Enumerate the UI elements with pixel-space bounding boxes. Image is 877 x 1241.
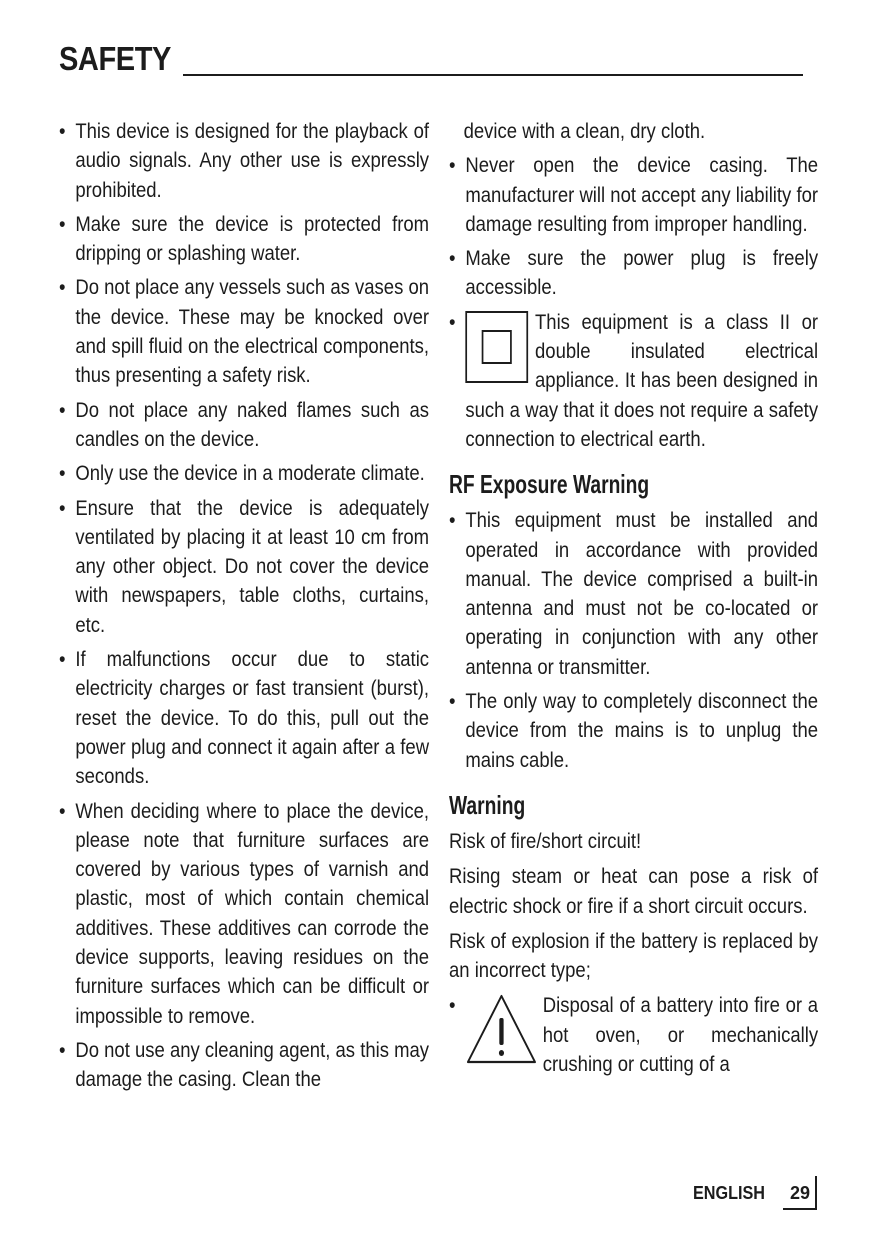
footer-language: ENGLISH: [693, 1182, 766, 1203]
double-square-icon: [465, 311, 528, 383]
page-title: SAFETY: [59, 40, 171, 77]
warning-triangle-icon: [465, 993, 537, 1065]
rf-list: [449, 506, 818, 775]
warning-paragraph: Risk of fire/short circuit!: [449, 828, 642, 853]
list-item: • Make sure the power plug is freely accessible.: [449, 244, 818, 303]
page-footer: [693, 1176, 810, 1210]
safety-list-continued: [449, 151, 818, 454]
warning-heading: Warning: [449, 789, 526, 820]
list-item: • Make sure the device is protected from dripping or splashing water.: [59, 210, 429, 269]
battery-list: [449, 991, 818, 1079]
rf-exposure-heading: RF Exposure Warning: [449, 469, 650, 500]
list-item: • Never open the device casing. The manufacturer will not accept any liability for damage resulting from improper handling.: [449, 151, 818, 239]
list-item: • If malfunctions occur due to static electricity charges or fast transient (burst), reset the device. To do this, pull out the power plug and connect it again after a few seconds.: [59, 645, 429, 791]
list-item: • Do not use any cleaning agent, as this may damage the casing. Clean the: [59, 1036, 429, 1095]
list-item: • This equipment must be installed and operated in accordance with provided manual. The device comprised a built-in antenna and must not be co-located or operating in conjunction with any other antenna or transmitter.: [449, 506, 818, 682]
battery-text: Disposal of a battery into fire or a hot oven, or mechanically crushing or cutting of a: [542, 993, 819, 1077]
list-item: • Do not place any naked flames such as candles on the device.: [59, 396, 429, 455]
page-number-frame: [783, 1176, 817, 1210]
list-item: • Do not place any vessels such as vases on the device. These may be knocked over and spill fluid on the electrical components, thus presenting a safety risk.: [59, 273, 429, 390]
title-rule: [183, 74, 803, 76]
safety-list: [59, 117, 429, 1095]
list-item: • The only way to completely disconnect the device from the mains is to unplug the mains cable.: [449, 687, 818, 775]
warning-paragraph: Risk of explosion if the battery is replaced by an incorrect type;: [449, 928, 819, 983]
warning-paragraph: Rising steam or heat can pose a risk of electric shock or fire if a short circuit occurs.: [449, 864, 819, 918]
page-number: 29: [790, 1182, 811, 1203]
continued-text: device with a clean, dry cloth.: [463, 119, 706, 143]
class2-list-item: [449, 308, 818, 454]
right-column: [449, 117, 818, 1084]
list-item: • This device is designed for the playback of audio signals. Any other use is expressly prohibited.: [59, 117, 429, 205]
list-item: • When deciding where to place the device, please note that furniture surfaces are covered by various types of varnish and plastic, most of which contain chemical additives. These additives can corrode the device supports, leaving residues on the furniture surfaces which can be difficult or impossible to remove.: [59, 797, 429, 1031]
class2-text: This equipment is a class II or double insulated electrical appliance. It has been designed in such a way that it does not require a safety connection to electrical earth.: [465, 309, 819, 451]
left-column: [59, 117, 429, 1100]
battery-list-item: [449, 991, 818, 1079]
list-item: • Ensure that the device is adequately ventilated by placing it at least 10 cm from any other object. Do not cover the device with newspapers, table cloths, curtains, etc.: [59, 494, 429, 640]
list-item: • Only use the device in a moderate climate.: [59, 459, 429, 488]
